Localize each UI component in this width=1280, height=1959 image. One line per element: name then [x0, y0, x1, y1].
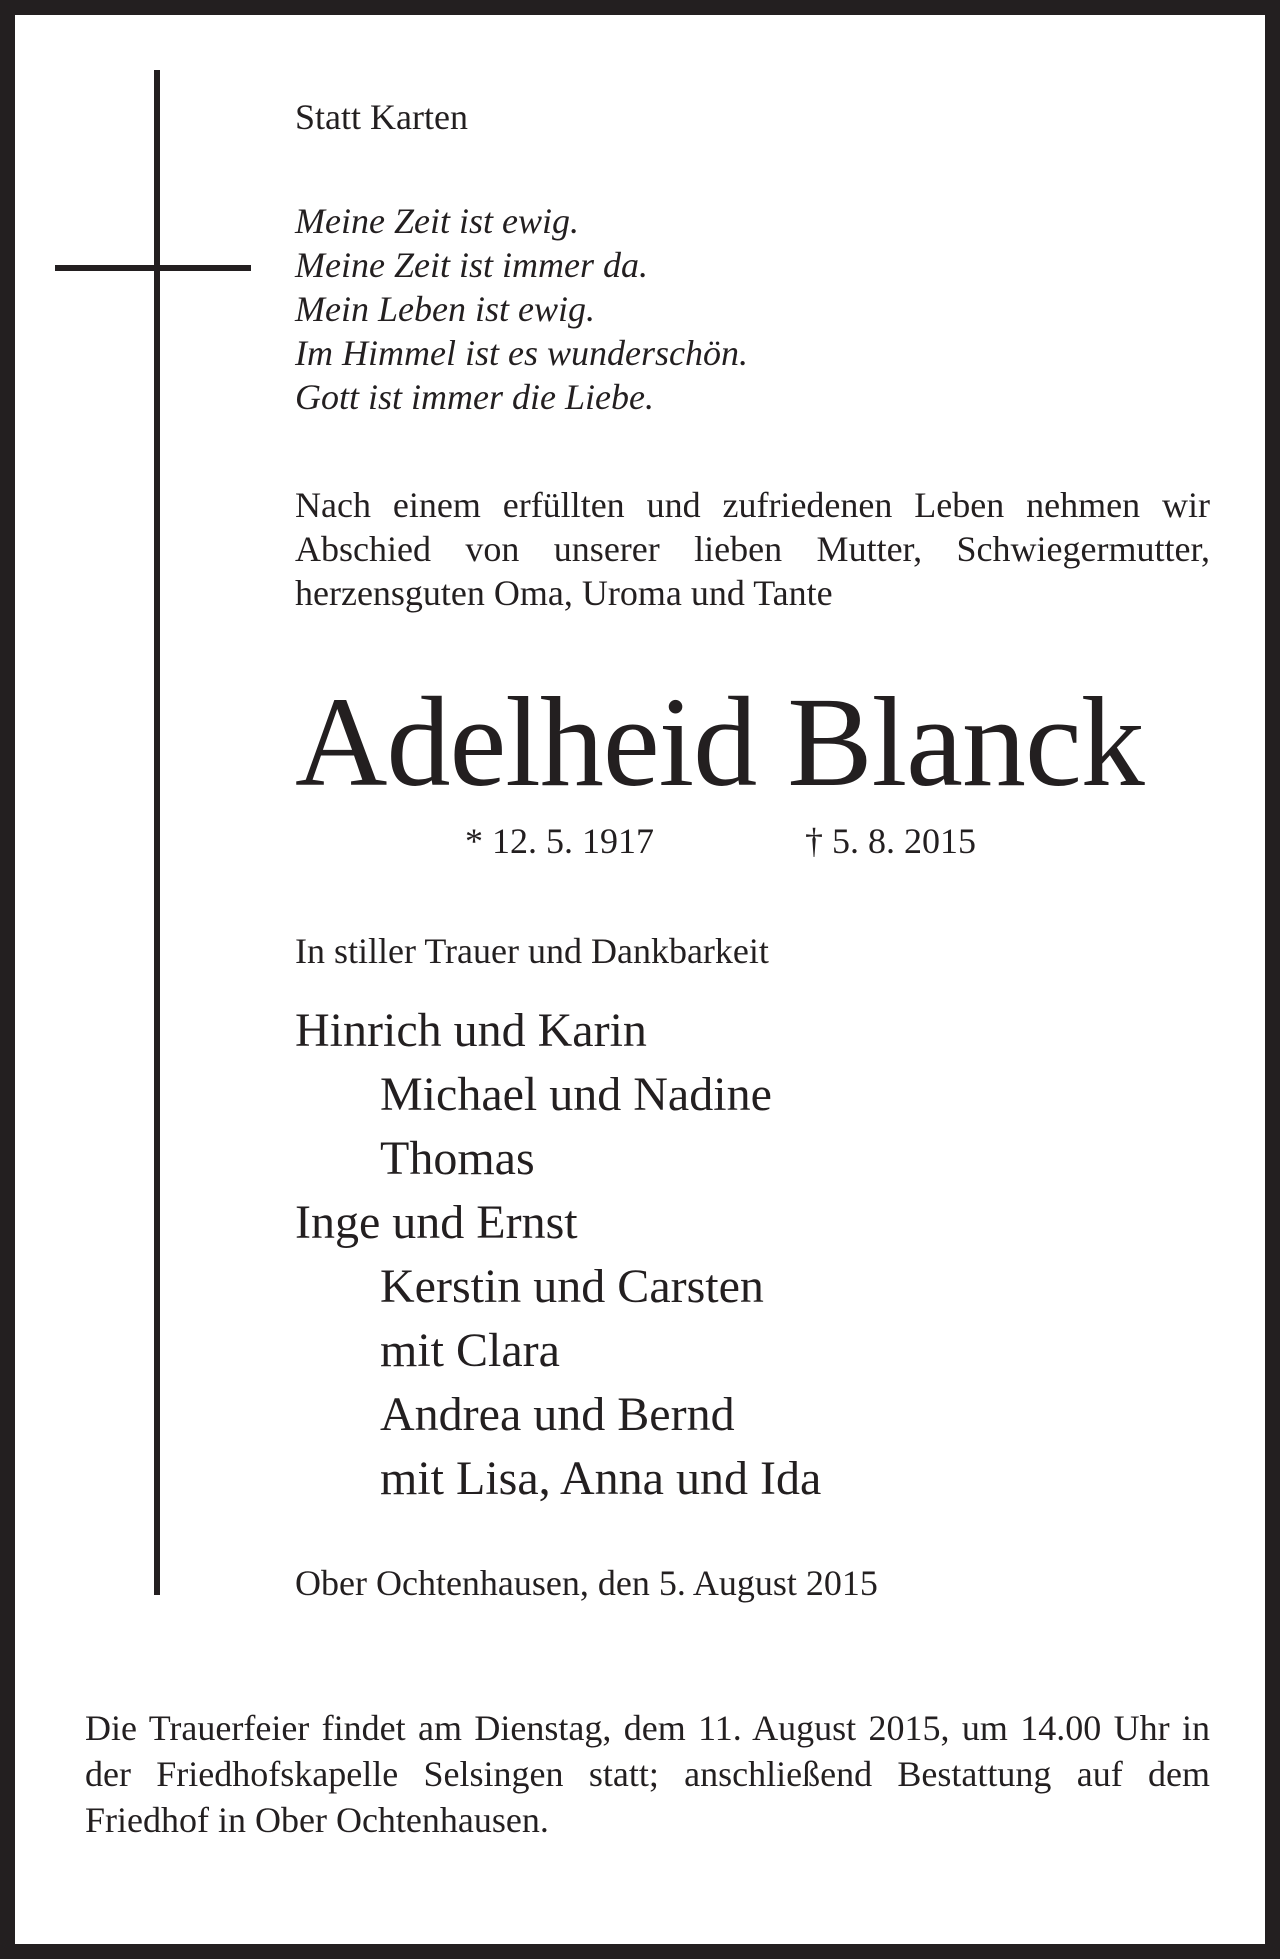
mourning-line: In stiller Trauer und Dankbarkeit [295, 931, 769, 971]
verse-line: Gott ist immer die Liebe. [295, 377, 654, 417]
family-member: mit Clara [380, 1324, 560, 1377]
family-list [295, 999, 1210, 1511]
place-date: Ober Ochtenhausen, den 5. August 2015 [295, 1563, 878, 1603]
statt-karten-label: Statt Karten [295, 97, 468, 137]
ceremony-notice: Die Trauerfeier findet am Dienstag, dem 11. August 2015, um 14.00 Uhr in der Friedhofskapelle Selsingen statt; anschließend Bestattung auf dem Friedhof in Ober Ochtenhausen. [85, 1708, 1210, 1840]
verse-line: Mein Leben ist ewig. [295, 289, 595, 329]
birth-date: * 12. 5. 1917 [465, 821, 654, 861]
family-member: mit Lisa, Anna und Ida [380, 1452, 822, 1505]
verse-line: Meine Zeit ist ewig. [295, 201, 579, 241]
cross-icon-crossbar [55, 265, 251, 271]
intro-paragraph: Nach einem erfüllten und zufriedenen Leben nehmen wir Abschied von unserer lieben Mutter, Schwiegermutter, herzensguten Oma, Uroma und Tante [295, 485, 1210, 613]
family-member: Kerstin und Carsten [380, 1260, 764, 1313]
family-member: Hinrich und Karin [295, 1004, 647, 1057]
obituary-card [15, 15, 1265, 1944]
deceased-name: Adelheid Blanck [295, 671, 1144, 813]
family-member: Thomas [380, 1132, 535, 1185]
family-member: Andrea und Bernd [380, 1388, 735, 1441]
verse-line: Im Himmel ist es wunderschön. [295, 333, 748, 373]
verse [295, 199, 1210, 419]
family-member: Michael und Nadine [380, 1068, 772, 1121]
cross-icon [154, 70, 160, 1595]
family-member: Inge und Ernst [295, 1196, 578, 1249]
death-date: † 5. 8. 2015 [805, 821, 976, 861]
verse-line: Meine Zeit ist immer da. [295, 245, 648, 285]
